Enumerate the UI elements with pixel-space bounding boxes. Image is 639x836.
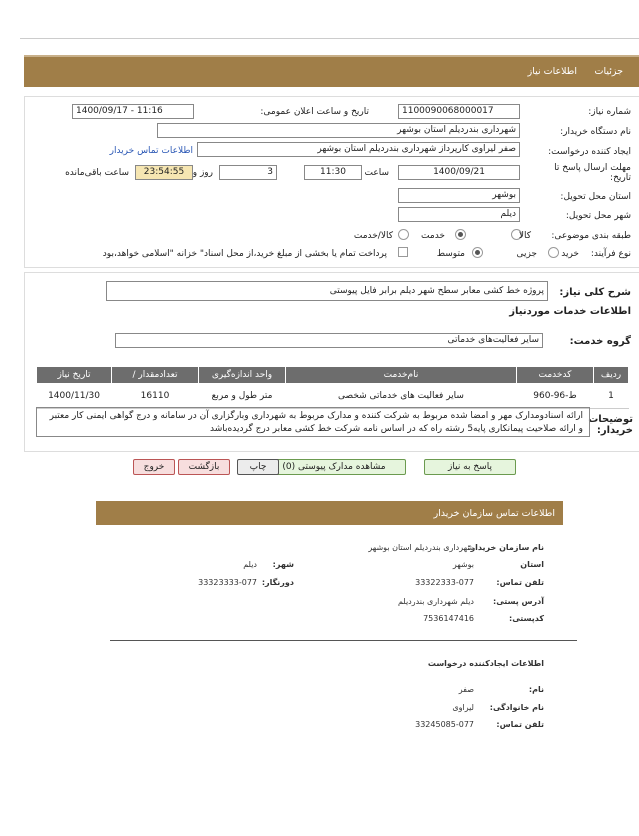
creator-last-name: لیراوی	[452, 703, 474, 712]
contact-divider	[110, 640, 577, 641]
process-buy-label: خرید	[561, 249, 579, 259]
top-divider	[20, 38, 639, 39]
creator-first-name-label: نام:	[528, 685, 544, 694]
buyer-org-field: شهرداری بندردیلم استان بوشهر	[157, 123, 520, 138]
creator-first-name: صفر	[458, 685, 474, 694]
days-label: روز و	[192, 168, 213, 178]
creator-last-name-label: نام خانوادگی:	[489, 703, 544, 712]
header-panel	[24, 55, 639, 87]
exit-button[interactable]: خروج	[133, 459, 175, 475]
payment-checkbox[interactable]	[398, 247, 408, 257]
creator-phone-label: تلفن تماس:	[496, 720, 544, 729]
contact-phone-label: تلفن تماس:	[496, 578, 544, 587]
need-info-section	[24, 96, 639, 268]
remaining-time-field: 23:54:55	[135, 165, 193, 180]
radio-service-label: خدمت	[421, 231, 445, 241]
col-unit: واحد اندازه‌گیری	[199, 367, 286, 384]
buyer-org-label: نام دستگاه خریدار:	[560, 127, 631, 137]
group-label: گروه خدمت:	[569, 336, 631, 347]
cell-name: سایر فعالیت های خدماتی شخصی	[286, 384, 517, 409]
creator-label: ایجاد کننده درخواست:	[548, 147, 631, 157]
deadline-time-field: 11:30	[304, 165, 362, 180]
process-label: نوع فرآیند:	[590, 249, 631, 259]
radio-partial[interactable]	[548, 247, 559, 258]
deadline-label: مهلت ارسال پاسخ تا تاریخ:	[554, 163, 631, 183]
contact-city-label: شهر:	[272, 560, 294, 569]
contact-province-label: استان	[520, 560, 544, 569]
announce-field: 1400/09/17 - 11:16	[72, 104, 194, 119]
contact-city: دیلم	[243, 560, 257, 569]
reply-button[interactable]: پاسخ به نیاز	[424, 459, 516, 475]
contact-phone: 33322333-077	[415, 578, 474, 587]
radio-goods-service[interactable]	[398, 229, 409, 240]
need-number-label: شماره نیاز:	[588, 107, 631, 117]
table-row	[37, 384, 629, 409]
col-code: کدخدمت	[517, 367, 594, 384]
contact-fax: 33323333-077	[198, 578, 257, 587]
print-button[interactable]: چاپ	[237, 459, 279, 475]
col-row: ردیف	[594, 367, 629, 384]
col-qty: تعداد‌مقدار /	[112, 367, 199, 384]
days-field: 3	[219, 165, 277, 180]
summary-label: شرح کلی نیاز:	[559, 287, 631, 298]
radio-partial-label: جزیی	[516, 249, 537, 259]
col-date: تاریخ نیاز	[37, 367, 112, 384]
cell-unit: متر طول و مربع	[199, 384, 286, 409]
remaining-label: ساعت باقی‌مانده	[65, 168, 129, 178]
cell-qty: 16110	[112, 384, 199, 409]
cell-code: ط-96-960	[517, 384, 594, 409]
announce-label: تاریخ و ساعت اعلان عمومی:	[260, 107, 369, 117]
city-label: شهر محل تحویل:	[565, 211, 631, 221]
services-table	[36, 366, 629, 409]
services-heading: اطلاعات خدمات موردنیاز	[509, 306, 631, 317]
contact-title: اطلاعات تماس سازمان خریدار	[433, 508, 555, 519]
need-number-field: 1100090068000017	[398, 104, 520, 119]
nav-need-info[interactable]: اطلاعات نیاز	[527, 66, 577, 77]
col-name: نام‌خدمت	[286, 367, 517, 384]
notes-field: ارائه اسنادومدارک مهر و امضا شده مربوط به شرکت کننده و مدارک مربوط به شهرداری وبارگزاری آن در سامانه و درج گواهی ایمنی کار معتبر و ارائه صلاحیت پیمانکاری پایه5 رشته راه که در اساس نامه شرکت خط کشی معابر درج گردیده‌باشد	[36, 407, 590, 437]
org-name-label: نام سازمان خریدار:	[467, 543, 544, 552]
radio-goods-service-label: کالا/خدمت	[353, 231, 393, 241]
contact-province: بوشهر	[452, 560, 474, 569]
category-label: طبقه بندی موضوعی:	[551, 231, 631, 241]
radio-goods-label: کالا	[518, 231, 531, 241]
province-field: بوشهر	[398, 188, 520, 203]
summary-field: پروژه خط کشی معابر سطح شهر دیلم برابر فایل پیوستی	[106, 281, 548, 301]
buyer-contact-link[interactable]: اطلاعات تماس خریدار	[109, 146, 193, 156]
cell-date: 1400/11/30	[37, 384, 112, 409]
contact-postal: 7536147416	[423, 614, 474, 623]
creator-field: صفر لیراوی کارپرداز شهرداری بندردیلم استان بوشهر	[197, 142, 520, 157]
payment-note: پرداخت تمام یا بخشی از مبلغ خرید،از محل اسناد" خزانه "اسلامی خواهد،بود	[102, 249, 387, 259]
contact-postal-label: کدپستی:	[509, 614, 544, 623]
notes-label: توضیحات خریدار:	[588, 414, 633, 436]
org-name: شهرداری بندردیلم استان بوشهر	[368, 543, 474, 552]
radio-medium[interactable]	[472, 247, 483, 258]
city-field: دیلم	[398, 207, 520, 222]
nav-details[interactable]: جزئیات	[594, 66, 623, 77]
creator-heading: اطلاعات ایجادکننده درخواست	[427, 659, 544, 668]
deadline-date-field: 1400/09/21	[398, 165, 520, 180]
contact-address-label: آدرس پستی:	[493, 597, 544, 606]
province-label: استان محل تحویل:	[560, 192, 631, 202]
back-button[interactable]: بازگشت	[178, 459, 230, 475]
creator-phone: 33245085-077	[415, 720, 474, 729]
radio-service[interactable]	[455, 229, 466, 240]
contact-title-bar	[96, 501, 563, 525]
view-attachments-button[interactable]: مشاهده مدارک پیوستی (0)	[262, 459, 406, 475]
time-label: ساعت	[364, 168, 389, 178]
contact-fax-label: دورنگار:	[261, 578, 294, 587]
cell-row: 1	[594, 384, 629, 409]
radio-medium-label: متوسط	[436, 249, 465, 259]
contact-address: دیلم شهرداری بندردیلم	[397, 597, 474, 606]
group-field: سایر فعالیت‌های خدماتی	[115, 333, 543, 348]
